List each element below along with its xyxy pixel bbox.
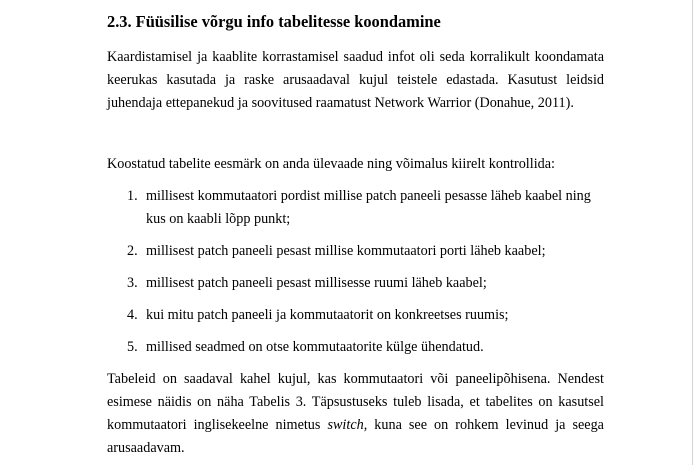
paragraph-intro: Kaardistamisel ja kaablite korrastamisel saadud infot oli seda korralikult koondamata keerukas kasutada ja raske arusaadaval kujul teistele edastada. Kasutust leidsid juhendaja ettepanekud ja soovitused raamatust Network Warrior (Donahue, 2011).: [107, 49, 604, 111]
list-item-text: millised seadmed on otse kommutaatorite külge ühendatud.: [146, 339, 484, 355]
list-number: 1.: [127, 188, 138, 204]
section-heading: 2.3. Füüsilise võrgu info tabelitesse koondamine: [107, 12, 441, 31]
paragraph-tables: [107, 368, 604, 460]
list-item-text: millisest patch paneeli pesast millisesse ruumi läheb kaabel;: [146, 275, 487, 291]
list-number: 2.: [127, 243, 138, 259]
list-item-text: millisest patch paneeli pesast millise kommutaatori porti läheb kaabel;: [146, 243, 546, 259]
list-item-text: millisest kommutaatori pordist millise patch paneeli pesasse läheb kaabel ning kus on kaabli lõpp punkt;: [146, 188, 591, 227]
paragraph-tables-text-end: , kuna see on rohkem levinud ja seega arusaadavam.: [107, 417, 604, 456]
list-item: [107, 304, 604, 327]
paragraph-tables-text: Tabeleid on saadaval kahel kujul, kas kommutaatori või paneelipõhisena. Nendest esimese näidis on näha Tabelis 3. Täpsustuseks tuleb lisada, et tabelites on kasutsel kommutaatori inglisekeelne nimetus: [107, 371, 604, 433]
list-number: 4.: [127, 307, 138, 323]
list-number: 5.: [127, 339, 138, 355]
list-number: 3.: [127, 275, 138, 291]
purpose-list: [107, 185, 604, 359]
document-content: [107, 10, 604, 460]
list-item: [107, 240, 604, 263]
list-item: [107, 185, 604, 231]
list-item-text: kui mitu patch paneeli ja kommutaatorit on konkreetses ruumis;: [146, 307, 509, 323]
italic-term: switch: [327, 417, 364, 433]
list-item: [107, 272, 604, 295]
paragraph-purpose: Koostatud tabelite eesmärk on anda ülevaade ning võimalus kiirelt kontrollida:: [107, 156, 555, 172]
list-item: [107, 336, 604, 359]
